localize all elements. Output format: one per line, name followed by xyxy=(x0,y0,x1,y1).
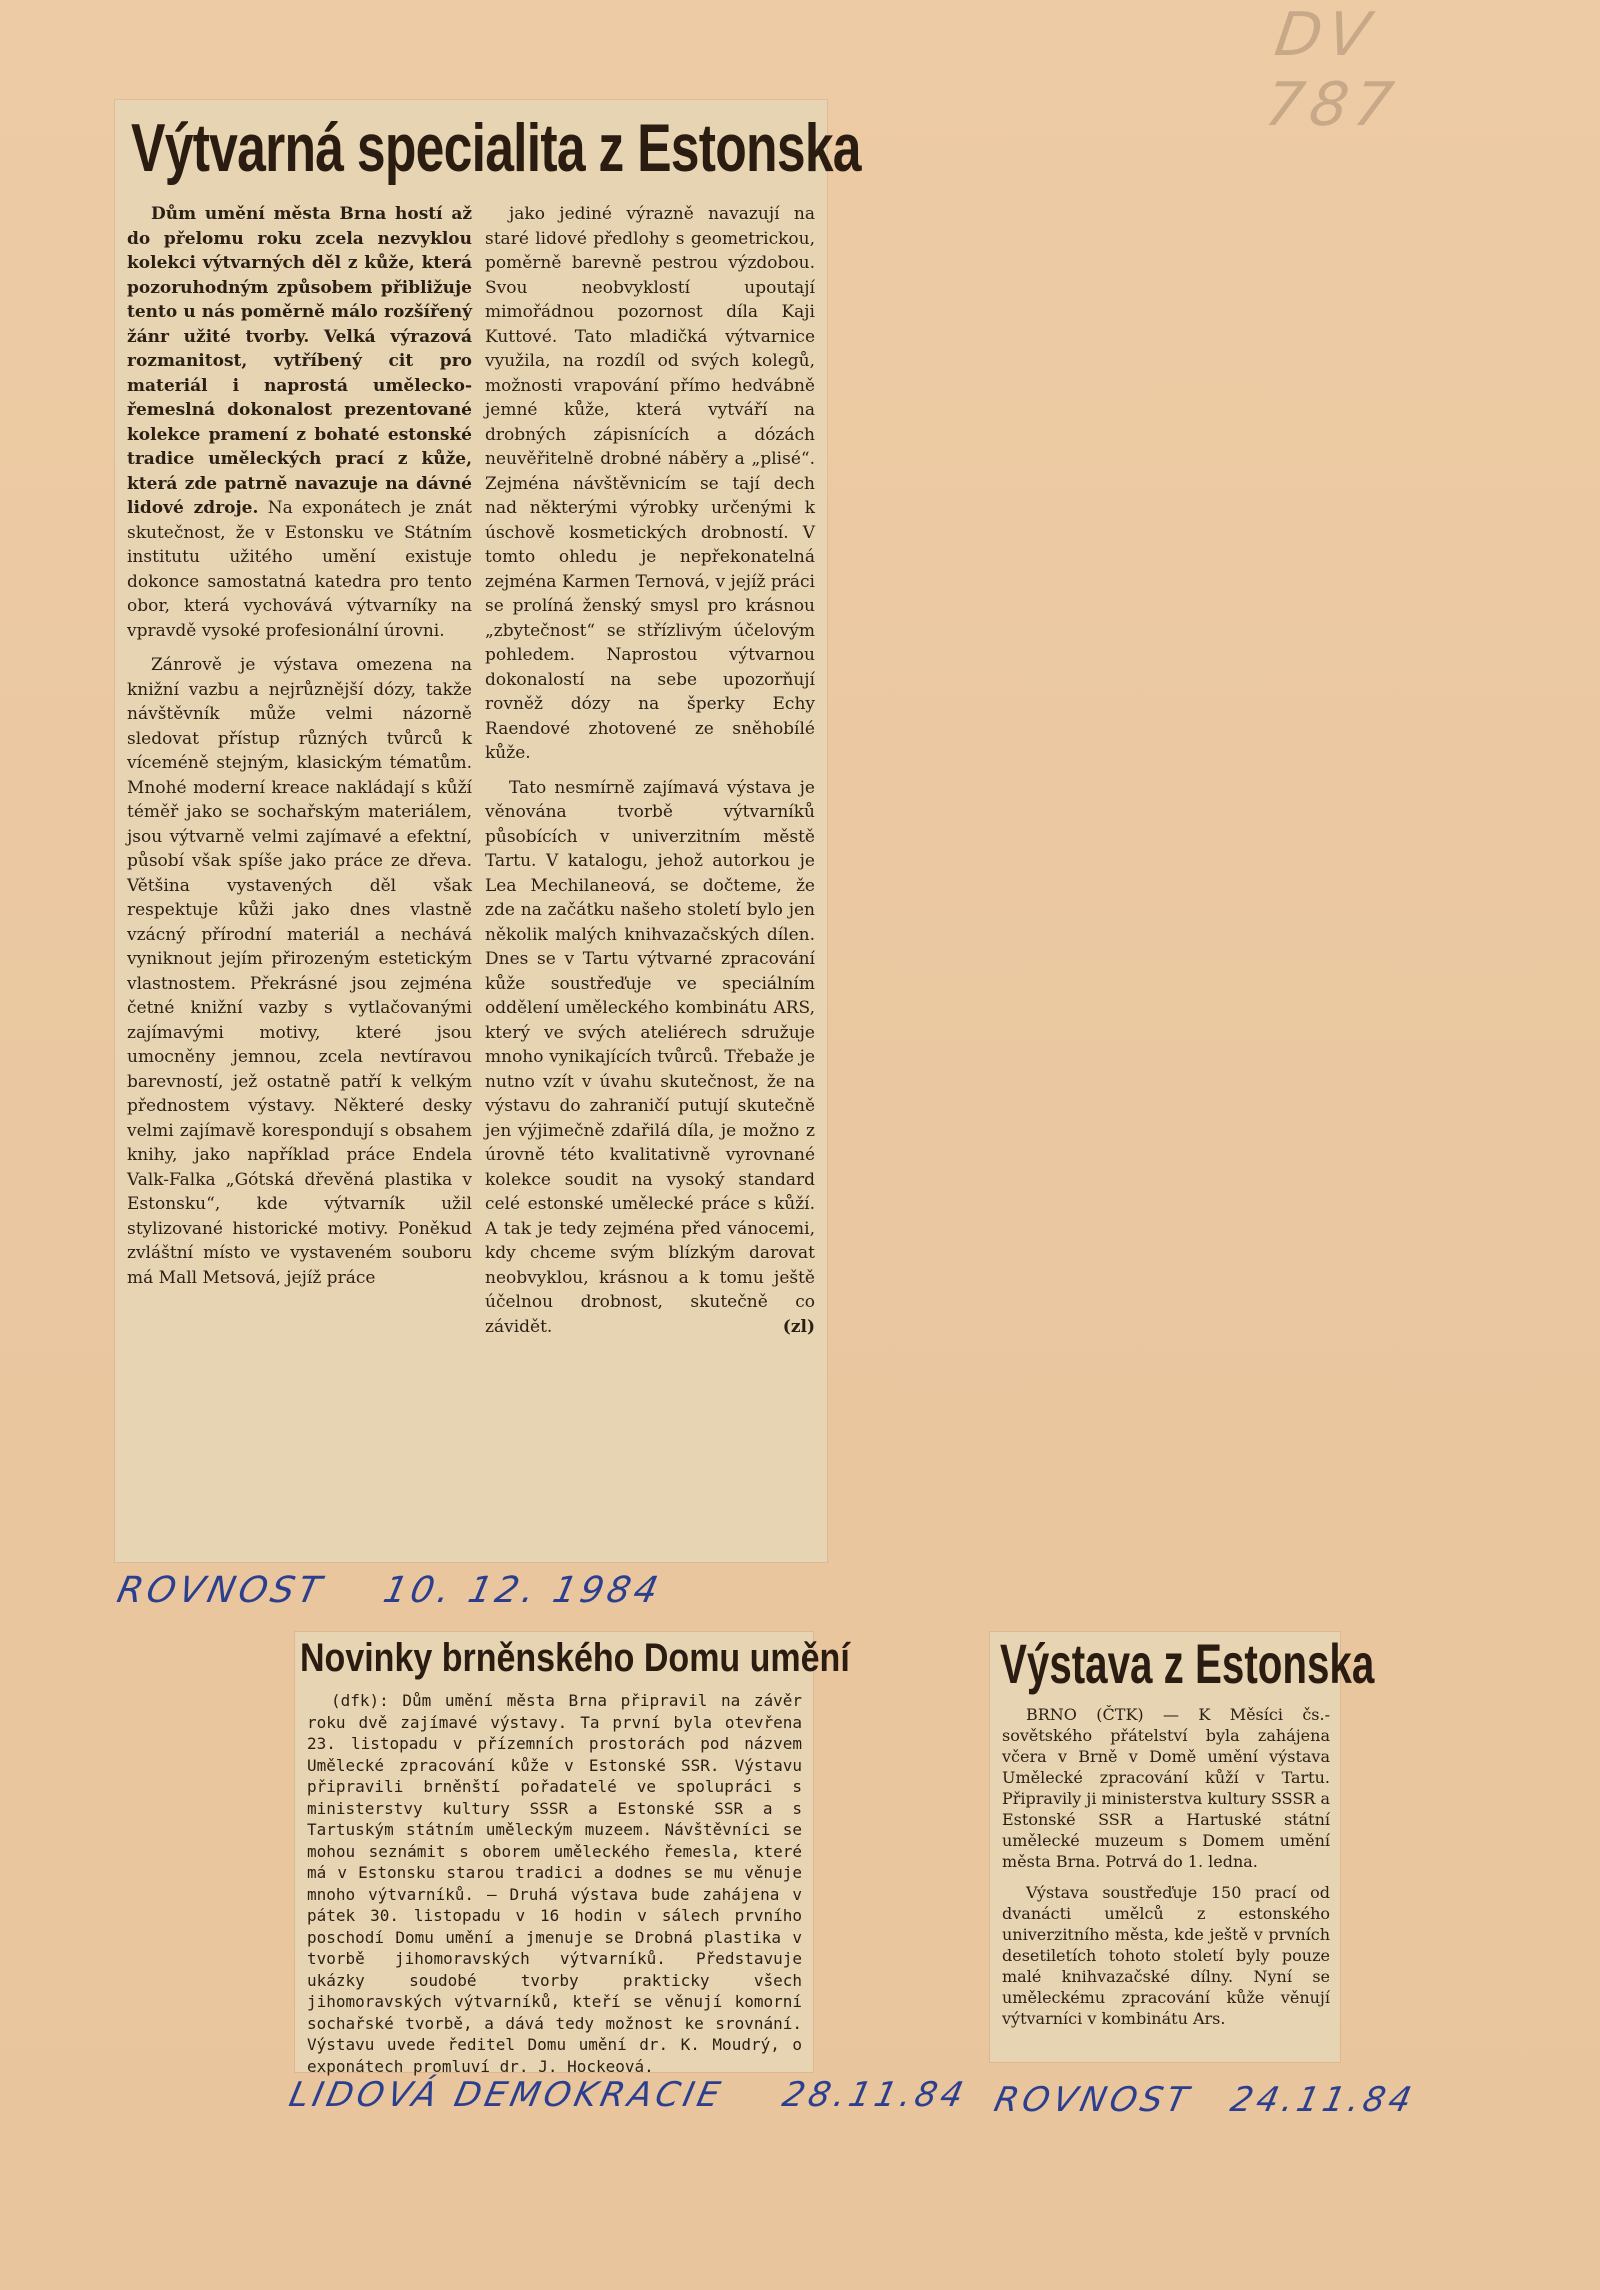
article2-headline: Novinky brněnského Domu umění xyxy=(300,1636,850,1680)
article1-paragraph-3: jako jediné výrazně navazují na staré lidové předlohy s geometrickou, poměrně barevně pestrou výzdobou. Svou neobvyklostí upoutají mimořádnou pozornost díla Kaji Kuttové. Tato mladičká výtvarnice využila, na rozdíl od svých kolegů, možnosti vrapování přímo hedvábně jemné kůže, která vytváří na drobných zápisnících a dózách neuvěřitelně drobné náběry a „plisé“. Zejména návštěvnicím se tají dech nad některými výrobky určenými k úschově kosmetických drobností. V tomto ohledu je nepřekonatelná zejména Karmen Ternová, v jejíž práci se prolíná ženský smysl pro krásnou „zbytečnost“ se střízlivým účelovým pohledem. Naprostou výtvarnou dokonalostí na sebe upozorňují rovněž dózy na šperky Echy Raendové zhotovené ze sněhobílé kůže. xyxy=(485,204,815,763)
handwritten-source-2: LIDOVÁ DEMOKRACIE xyxy=(285,2075,728,2115)
article3-headline: Výstava z Estonska xyxy=(1000,1632,1375,1695)
article2-paragraph: (dfk): Dům umění města Brna připravil na závěr roku dvě zajímavé výstavy. Ta první byla otevřena 23. listopadu v přízemních prostorách pod názvem Umělecké zpracování kůže v Estonské SSR. Výstavu připravili brněnští pořadatelé ve spolupráci s ministerstvy kultury SSSR a Estonské SSR a s Tartuským státním uměleckým muzeem. Návštěvníci se mohou seznámit s oborem uměleckého řemesla, které má v Estonsku starou tradici a dodnes se mu věnuje mnoho výtvarníků. — Druhá výstava bude zahájena v pátek 30. listopadu v 16 hodin v sálech prvního poschodí Domu umění a jmenuje se Drobná plastika v tvorbě jihomoravských výtvarníků. Představuje ukázky soudobé tvorby prakticky všech jihomoravských výtvarníků, kteří se věnují komorní sochařské tvorbě, a dává tedy možnost ke srovnání. Výstavu uvede ředitel Domu umění dr. K. Moudrý, o exponátech promluví dr. J. Hockeová. xyxy=(307,1691,802,2076)
article1-paragraph-4 xyxy=(485,776,815,1340)
handwritten-source-3: ROVNOST xyxy=(990,2080,1196,2120)
article2-body xyxy=(307,1690,802,2076)
clipping-main-article xyxy=(115,100,861,1562)
handwritten-source-note-2 xyxy=(286,2075,971,2115)
clipping-ctk-brief xyxy=(990,1632,1375,2062)
article1-headline: Výtvarná specialita z Estonska xyxy=(131,110,861,186)
article1-column-right xyxy=(485,202,815,1554)
handwritten-date-1: 10. 12. 1984 xyxy=(379,1570,666,1611)
article1-paragraph-2: Zánrově je výstava omezena na knižní vazbu a nejrůznější dózy, takže návštěvník může velmi názorně sledovat přístup různých tvůrců k víceméně stejným, klasickým tématům. Mnohé moderní kreace nakládají s kůží téměř jako se sochařským materiálem, jsou výtvarně velmi zajímavé a efektní, působí však spíše jako práce ze dřeva. Většina vystavených děl však respektuje kůži jako dnes vlastně vzácný přírodní materiál a nechává vyniknout jejím přirozeným estetickým vlastnostem. Překrásné jsou zejména četné knižní vazby s vytlačovanými zajímavými motivy, které jsou umocněny jemnou, zcela nevtíravou barevností, jež ostatně patří k velkým přednostem výstavy. Některé desky velmi zajímavě korespondují s obsahem knihy, jako například práce Endela Valk-Falka „Gótská dřevěná plastika v Estonsku“, kde výtvarník užil stylizované historické motivy. Poněkud zvláštní místo ve vystaveném souboru má Mall Metsová, jejíž práce xyxy=(127,655,472,1288)
handwritten-source-note-1 xyxy=(114,1570,666,1611)
article1-lead: Dům umění města Brna hostí až do přelomu roku zcela nezvyklou kolekci výtvarných děl z kůže, která pozoruhodným způsobem přibližuje tento u nás poměrně málo rozšířený žánr užité tvorby. Velká výrazová rozmanitost, vytříbený cit pro materiál i naprostá umělecko-řemeslná dokonalost prezentované kolekce pramení z bohaté estonské tradice uměleckých prací z kůže, která zde patrně navazuje na dávné lidové zdroje. xyxy=(127,204,472,518)
article1-signature: (zl) xyxy=(782,1316,815,1337)
clipping-news-brief xyxy=(295,1632,850,2076)
article3-paragraph-1: BRNO (ČTK) — K Měsíci čs.-sovětského přátelství byla zahájena včera v Brně v Domě umění výstava Umělecké zpracování kůží v Tartu. Připravily ji ministerstva kultury SSSR a Estonské SSR a Hartuské státní umělecké muzeum s Domem umění města Brna. Potrvá do 1. ledna. xyxy=(1002,1705,1330,1871)
article1-column-left xyxy=(127,202,472,1554)
article3-paragraph-2: Výstava soustřeďuje 150 prací od dvanácti umělců z estonského univerzitního města, kde ještě v prvních desetiletích tohoto století byly pouze malé knihvazačské dílny. Nyní se uměleckému zpracování kůže věnují výtvarníci v kombinátu Ars. xyxy=(1002,1883,1330,2028)
handwritten-date-3: 24.11.84 xyxy=(1226,2080,1419,2120)
article1-paragraph-1-rest: Na exponátech je znát skutečnost, že v Estonsku ve Státním institutu užitého umění existuje dokonce samostatná katedra pro tento obor, která vychovává výtvarníky na vpravdě vysoké profesionální úrovni. xyxy=(127,498,473,641)
handwritten-source-1: ROVNOST xyxy=(113,1570,329,1611)
handwritten-date-2: 28.11.84 xyxy=(778,2075,971,2115)
article3-body xyxy=(1002,1704,1330,2054)
article1-paragraph-4-text: Tato nesmírně zajímavá výstava je věnována tvorbě výtvarníků působících v univerzitním městě Tartu. V katalogu, jehož autorkou je Lea Mechilaneová, se dočteme, že zde na začátku našeho století bylo jen několik malých knihvazačských dílen. Dnes se v Tartu výtvarné zpracování kůže soustřeďuje ve speciálním oddělení uměleckého kombinátu ARS, který ve svých ateliérech sdružuje mnoho vynikajících tvůrců. Třebaže je nutno vzít v úvahu skutečnost, že na výstavu do zahraničí putují skutečně jen výjimečně zdařilá díla, je možno z úrovně této kvalitativně vyrovnané kolekce soudit na vysoký standard celé estonské umělecké práce s kůží. A tak je tedy zejména před vánocemi, kdy chceme svým blízkým darovat neobvyklou, krásnou a k tomu ještě účelnou drobnost, skutečně co závidět. xyxy=(485,777,815,1337)
archive-number-mark: DV 787 xyxy=(1260,0,1404,140)
article1-paragraph-1 xyxy=(127,202,472,643)
handwritten-source-note-3 xyxy=(991,2080,1419,2120)
